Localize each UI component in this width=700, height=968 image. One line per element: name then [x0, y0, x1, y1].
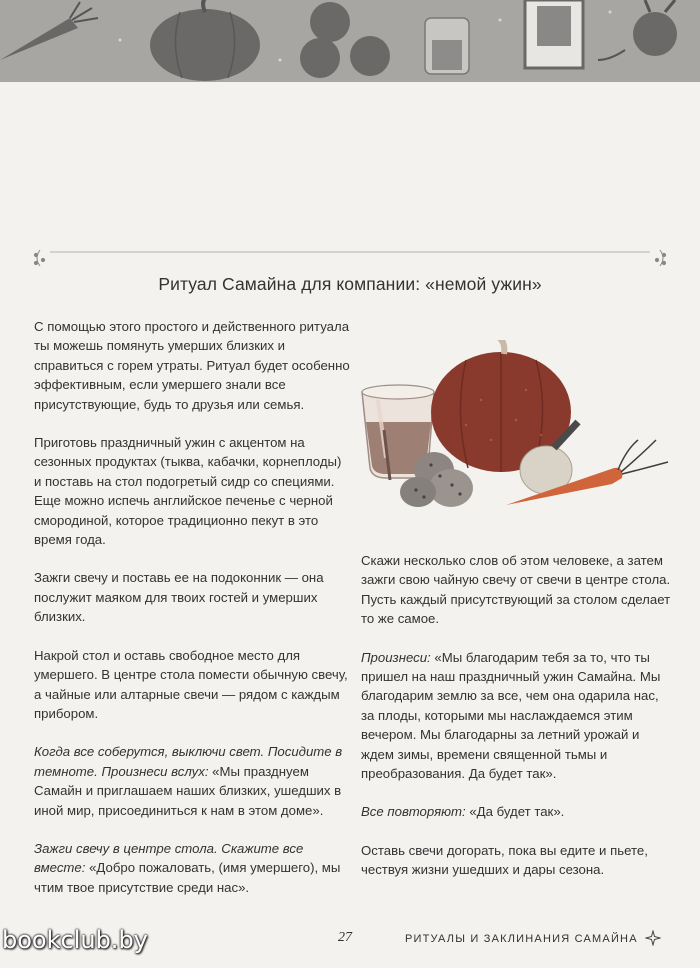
italic-instruction: Произнеси: [361, 649, 431, 665]
paragraph: Зажги свечу и поставь ее на подоконник — она послужит маяком для твоих гостей и умерших близких. [34, 570, 324, 625]
paragraph: Произнеси: «Мы благодарим тебя за то, что ты пришел на наш праздничный ужин Самайна. Мы благодарим землю за все, чем она одарила нас, за плоды, которыми мы наслаждаемся этим вечером. Мы благодарны за летний урожай и ждем зимы, времени священной тьмы и преобразования. Да будет так». [361, 649, 661, 782]
still-life-illustration [356, 340, 674, 515]
running-footer-title: РИТУАЛЫ И ЗАКЛИНАНИЯ САМАЙНА [405, 933, 638, 945]
decorative-divider [30, 246, 670, 270]
paragraph: Зажги свечу в центре стола. Скажите все вместе: «Добро пожаловать, (имя умершего), мы чтим твое присутствие среди нас». [34, 840, 341, 895]
star-ornament-icon [645, 930, 661, 946]
left-text-column [34, 317, 352, 916]
italic-instruction: Когда все соберутся, выключи свет. Посидите в темноте. Произнеси вслух: [34, 744, 343, 779]
paragraph: С помощью этого простого и действенного ритуала ты можешь помянуть умерших близких и справиться с горем утраты. Ритуал будет особенно эффективным, если умершего знали все присутствующие, будь то друзья или семья. [34, 319, 350, 412]
italic-instruction: Все повторяют: [361, 804, 466, 820]
banner-beet-icon [633, 12, 677, 56]
banner-pumpkin-icon [150, 9, 260, 81]
italic-instruction: Зажги свечу в центре стола. Скажите все вместе: [34, 840, 304, 876]
right-text-column [361, 551, 673, 899]
watermark: bookclub.by [2, 926, 148, 954]
paragraph: Скажи несколько слов об этом человеке, а затем зажги свою чайную свечу от свечи в центре стола. Пусть каждый присутствующий за столом сделает то же самое. [361, 553, 671, 627]
banner-onion-icon [310, 2, 350, 42]
page-title: Ритуал Самайна для компании: «немой ужин» [158, 274, 542, 294]
page-number: 27 [338, 930, 352, 945]
paragraph: Накрой стол и оставь свободное место для умершего. В центре стола помести обычную свечу, а чайные или алтарные свечи — рядом с каждым прибором. [34, 647, 348, 721]
banner-carrot-icon [0, 18, 78, 60]
sprig-right-icon [655, 250, 665, 266]
paragraph: Приготовь праздничный ужин с акцентом на сезонных продуктах (тыква, кабачки, корнеплоды) и поставь на стол подогретый сидр со специями. Еще можно испечь английское печенье с черной смородиной, которое традиционно пекут в это время года. [34, 435, 342, 548]
banner-vegetables-drawing [0, 0, 700, 82]
paragraph: Оставь свечи догорать, пока вы едите и пьете, чествуя жизни ушедших и дары сезона. [361, 842, 648, 878]
sprig-left-icon [34, 250, 44, 266]
paragraph: Все повторяют: «Да будет так». [361, 804, 565, 820]
top-banner-illustration [0, 0, 700, 82]
paragraph: Когда все соберутся, выключи свет. Посидите в темноте. Произнеси вслух: «Мы празднуем Самайн и приглашаем наших близких, ушедших в иной мир, присоединиться к нам в этом доме». [34, 744, 343, 818]
